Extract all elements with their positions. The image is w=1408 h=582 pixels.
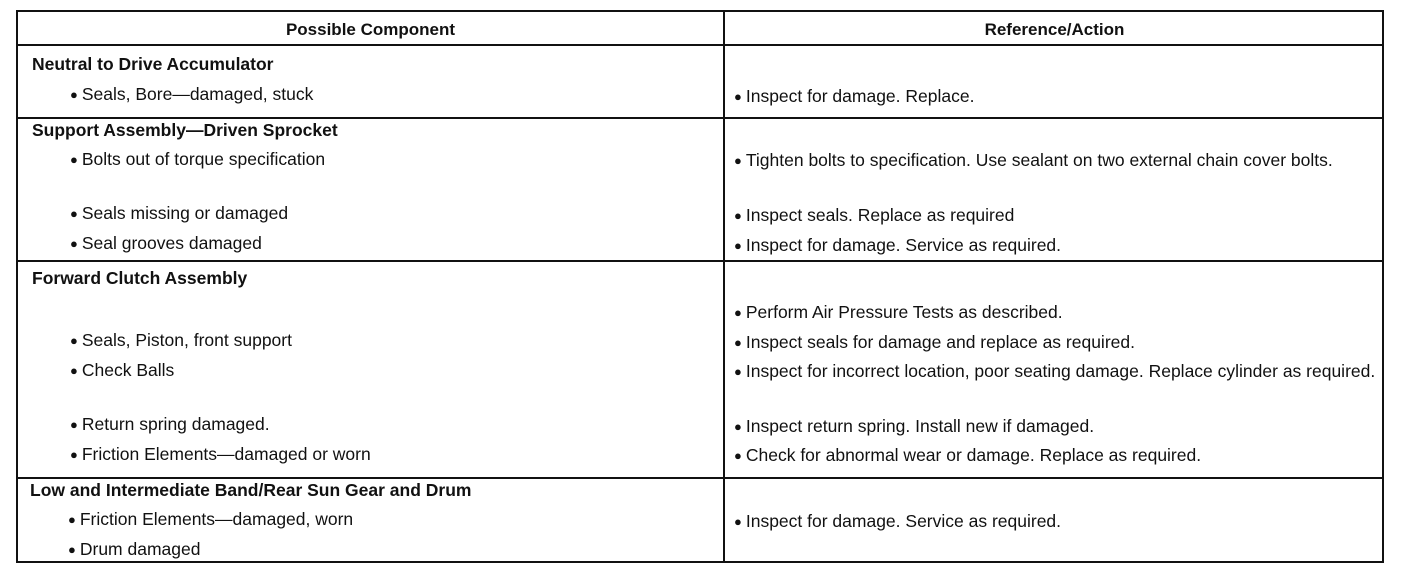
header-reference-action: Reference/Action xyxy=(984,20,1125,39)
component-item: ● Friction Elements—damaged, worn xyxy=(68,507,353,533)
component-item: ● Drum damaged xyxy=(68,537,200,563)
action-item: ● Perform Air Pressure Tests as described. xyxy=(734,300,1063,326)
action-item: ● Inspect for damage. Service as required. xyxy=(734,509,1061,535)
group-title: Support Assembly—Driven Sprocket xyxy=(32,120,338,140)
group-title: Forward Clutch Assembly xyxy=(32,268,248,288)
component-item: ● Check Balls xyxy=(70,358,174,384)
component-item: ● Seal grooves damaged xyxy=(70,231,262,257)
action-item: ● Inspect for damage. Service as required. xyxy=(734,233,1061,259)
component-item: ● Seals missing or damaged xyxy=(70,201,288,227)
action-item: ● Inspect for incorrect location, poor seating damage. Replace cylinder as required. xyxy=(734,359,1391,385)
group-title: Low and Intermediate Band/Rear Sun Gear and Drum xyxy=(30,480,472,500)
row-divider xyxy=(18,260,1382,262)
component-item: ● Return spring damaged. xyxy=(70,412,270,438)
action-item: ● Check for abnormal wear or damage. Replace as required. xyxy=(734,443,1201,469)
component-item: ● Bolts out of torque specification xyxy=(70,147,325,173)
group-title: Neutral to Drive Accumulator xyxy=(32,54,274,74)
component-item: ● Seals, Piston, front support xyxy=(70,328,292,354)
action-item: ● Inspect seals for damage and replace as required. xyxy=(734,330,1135,356)
action-item: ● Inspect seals. Replace as required xyxy=(734,203,1014,229)
header-possible-component: Possible Component xyxy=(285,20,456,39)
action-item: ● Inspect for damage. Replace. xyxy=(734,84,974,110)
action-item: ● Tighten bolts to specification. Use sealant on two external chain cover bolts. xyxy=(734,148,1391,174)
action-item: ● Inspect return spring. Install new if damaged. xyxy=(734,414,1094,440)
component-item: ● Seals, Bore—damaged, stuck xyxy=(70,82,313,108)
component-item: ● Friction Elements—damaged or worn xyxy=(70,442,371,468)
diagnosis-table xyxy=(16,10,1384,563)
